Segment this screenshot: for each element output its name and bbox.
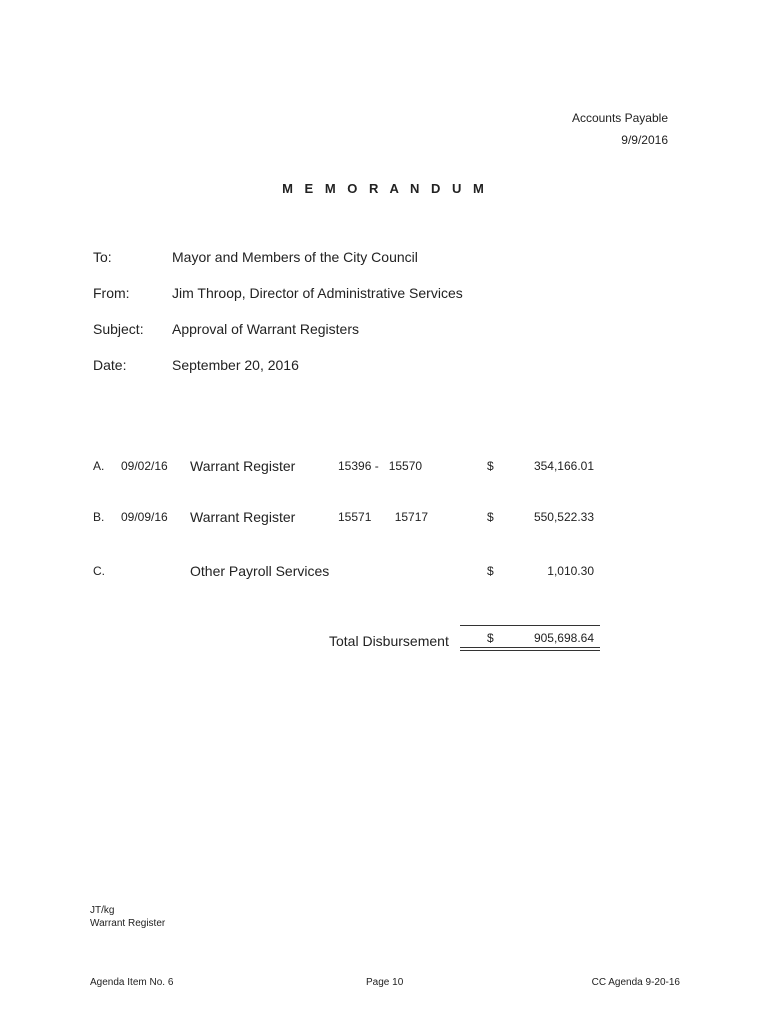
from-label: From: — [93, 285, 130, 301]
item-range: 15571 15717 — [338, 510, 429, 524]
item-description: Warrant Register — [190, 509, 296, 525]
footer-agenda-item: Agenda Item No. 6 — [90, 977, 174, 988]
to-label: To: — [93, 249, 112, 265]
department-label: Accounts Payable — [571, 111, 668, 125]
total-double-rule-1 — [460, 647, 600, 648]
item-amount: 550,522.33 — [533, 510, 594, 524]
item-amount: 354,166.01 — [533, 459, 594, 473]
item-description: Warrant Register — [190, 458, 296, 474]
item-letter: A. — [93, 459, 105, 473]
item-currency: $ — [487, 564, 494, 578]
item-letter: B. — [93, 510, 105, 524]
item-letter: C. — [93, 564, 105, 578]
item-date: 09/09/16 — [121, 510, 168, 524]
to-value: Mayor and Members of the City Council — [172, 249, 418, 265]
total-currency: $ — [487, 631, 494, 645]
footer-page-number: Page 10 — [366, 977, 404, 988]
item-amount: 1,010.30 — [547, 564, 594, 578]
from-value: Jim Throop, Director of Administrative Services — [172, 285, 463, 301]
footer-agenda-date: CC Agenda 9-20-16 — [591, 977, 680, 988]
total-amount: 905,698.64 — [533, 631, 594, 645]
item-date: 09/02/16 — [121, 459, 168, 473]
memo-title: M E M O R A N D U M — [282, 181, 488, 196]
item-currency: $ — [487, 510, 494, 524]
total-double-rule-2 — [460, 650, 600, 651]
total-top-rule — [460, 625, 600, 626]
subject-value: Approval of Warrant Registers — [172, 321, 359, 337]
item-range: 15396 - 15570 — [338, 459, 423, 473]
header-date: 9/9/2016 — [621, 133, 668, 147]
subject-label: Subject: — [93, 321, 144, 337]
item-currency: $ — [487, 459, 494, 473]
initials-subtitle: Warrant Register — [90, 918, 166, 929]
date-label: Date: — [93, 357, 127, 373]
total-label: Total Disbursement — [329, 633, 449, 649]
date-value: September 20, 2016 — [172, 357, 299, 373]
initials: JT/kg — [90, 905, 115, 916]
item-description: Other Payroll Services — [190, 563, 330, 579]
